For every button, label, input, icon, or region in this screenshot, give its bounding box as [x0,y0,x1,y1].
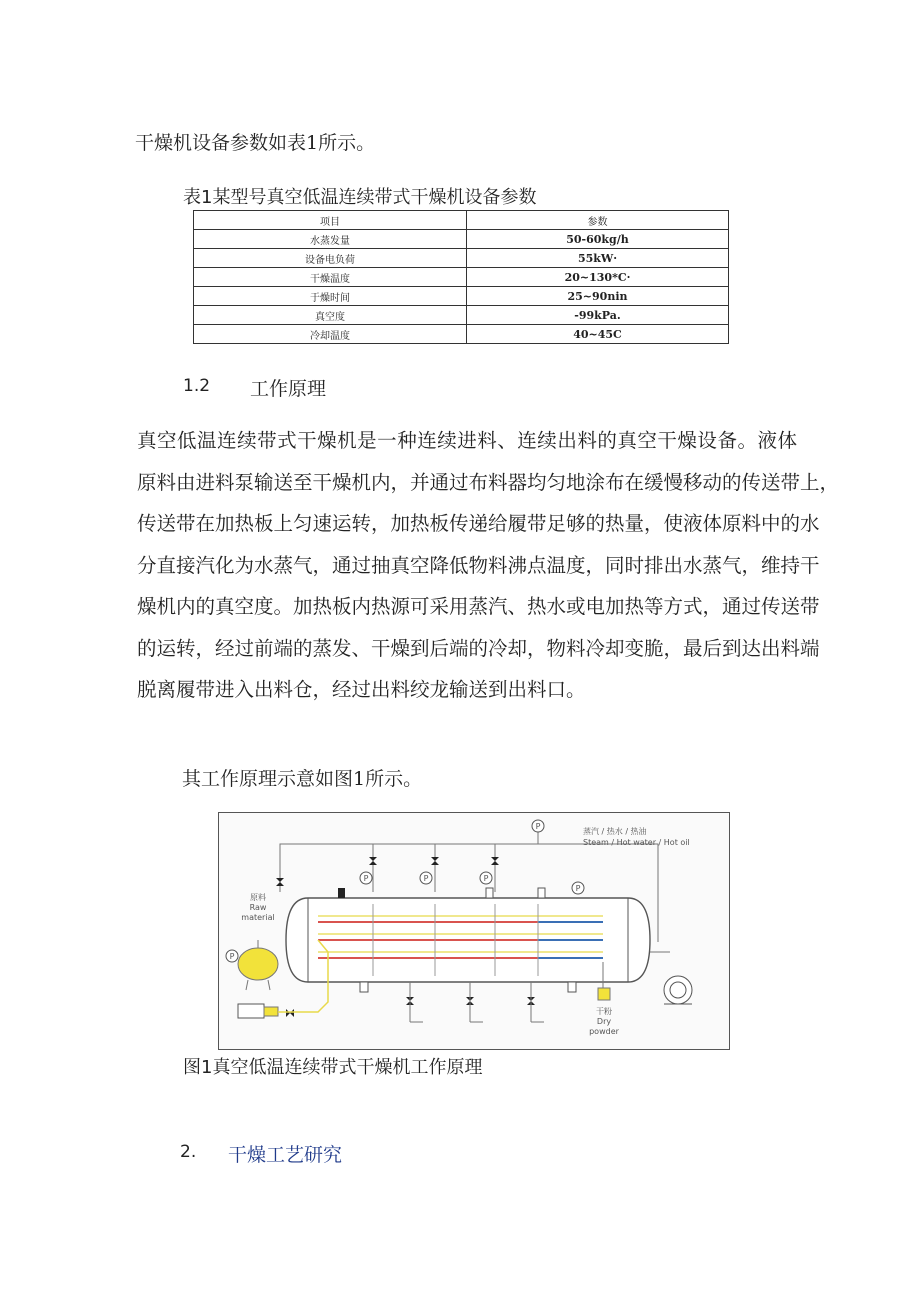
svg-text:P: P [575,884,581,893]
row-value: 40~45C [467,325,729,344]
dryer-diagram [218,812,730,1050]
row-value: 55kW· [467,249,729,268]
paragraph-line: 的运转，经过前端的蒸发、干燥到后端的冷却，物料冷却变脆，最后到达出料端 [137,636,820,660]
paragraph-line: 分直接汽化为水蒸气，通过抽真空降低物料沸点温度，同时排出水蒸气，维持干 [137,553,820,577]
row-item: 于燥时间 [194,287,467,306]
section-2-title: 干燥工艺研究 [228,1144,343,1166]
parameter-table [193,210,729,344]
figure-intro: 其工作原理示意如图1所示。 [182,768,423,790]
dry-powder-label-en-2: powder [589,1027,619,1036]
table-row [194,249,729,268]
table-caption: 表1某型号真空低温连续带式干燥机设备参数 [183,187,537,208]
header-value: 参数 [467,211,729,230]
paragraph-line: 脱离履带进入出料仓，经过出料绞龙输送到出料口。 [137,678,586,701]
row-item: 冷却温度 [194,325,467,344]
header-item: 项目 [194,211,467,230]
dry-powder-label-en-1: Dry [596,1017,612,1026]
row-item: 水蒸发量 [194,230,467,249]
section-title: 工作原理 [250,378,327,400]
svg-text:P: P [535,822,541,831]
raw-material-label-cn: 原料 [250,893,266,902]
row-value: 25~90nin [467,287,729,306]
section-2-number: 2. [180,1142,197,1162]
heat-medium-label-en: Steam / Hot water / Hot oil [583,838,690,847]
row-value: -99kPa. [467,306,729,325]
row-item: 设备电负荷 [194,249,467,268]
paragraph-line: 真空低温连续带式干燥机是一种连续进料、连续出料的真空干燥设备。液体 [137,429,797,452]
table-row [194,230,729,249]
principle-paragraph [137,420,840,711]
dry-powder-label-cn: 干粉 [596,1007,612,1016]
table-row [194,306,729,325]
table-row [194,287,729,306]
raw-material-label-en-2: material [241,913,275,922]
row-value: 20~130*C· [467,268,729,287]
raw-material-label-en-1: Raw [249,903,267,912]
row-item: 干燥温度 [194,268,467,287]
figure-caption: 图1真空低温连续带式干燥机工作原理 [183,1057,483,1078]
svg-text:P: P [363,874,369,883]
paragraph-line: 燥机内的真空度。加热板内热源可采用蒸汽、热水或电加热等方式，通过传送带 [137,595,820,618]
paragraph-line: 原料由进料泵输送至干燥机内，并通过布料器均匀地涂布在缓慢移动的传送带上， [137,470,840,494]
row-value: 50-60kg/h [467,230,729,249]
intro-sentence: 干燥机设备参数如表1所示。 [135,132,376,154]
table-header-row [194,211,729,230]
heat-medium-label-cn: 蒸汽 / 热水 / 热油 [583,827,647,836]
table-row [194,325,729,344]
svg-text:P: P [483,874,489,883]
svg-text:P: P [423,874,429,883]
section-number: 1.2 [183,376,211,396]
table-row [194,268,729,287]
paragraph-line: 传送带在加热板上匀速运转，加热板传递给履带足够的热量，使液体原料中的水 [137,512,820,535]
row-item: 真空度 [194,306,467,325]
svg-text:P: P [229,952,235,961]
